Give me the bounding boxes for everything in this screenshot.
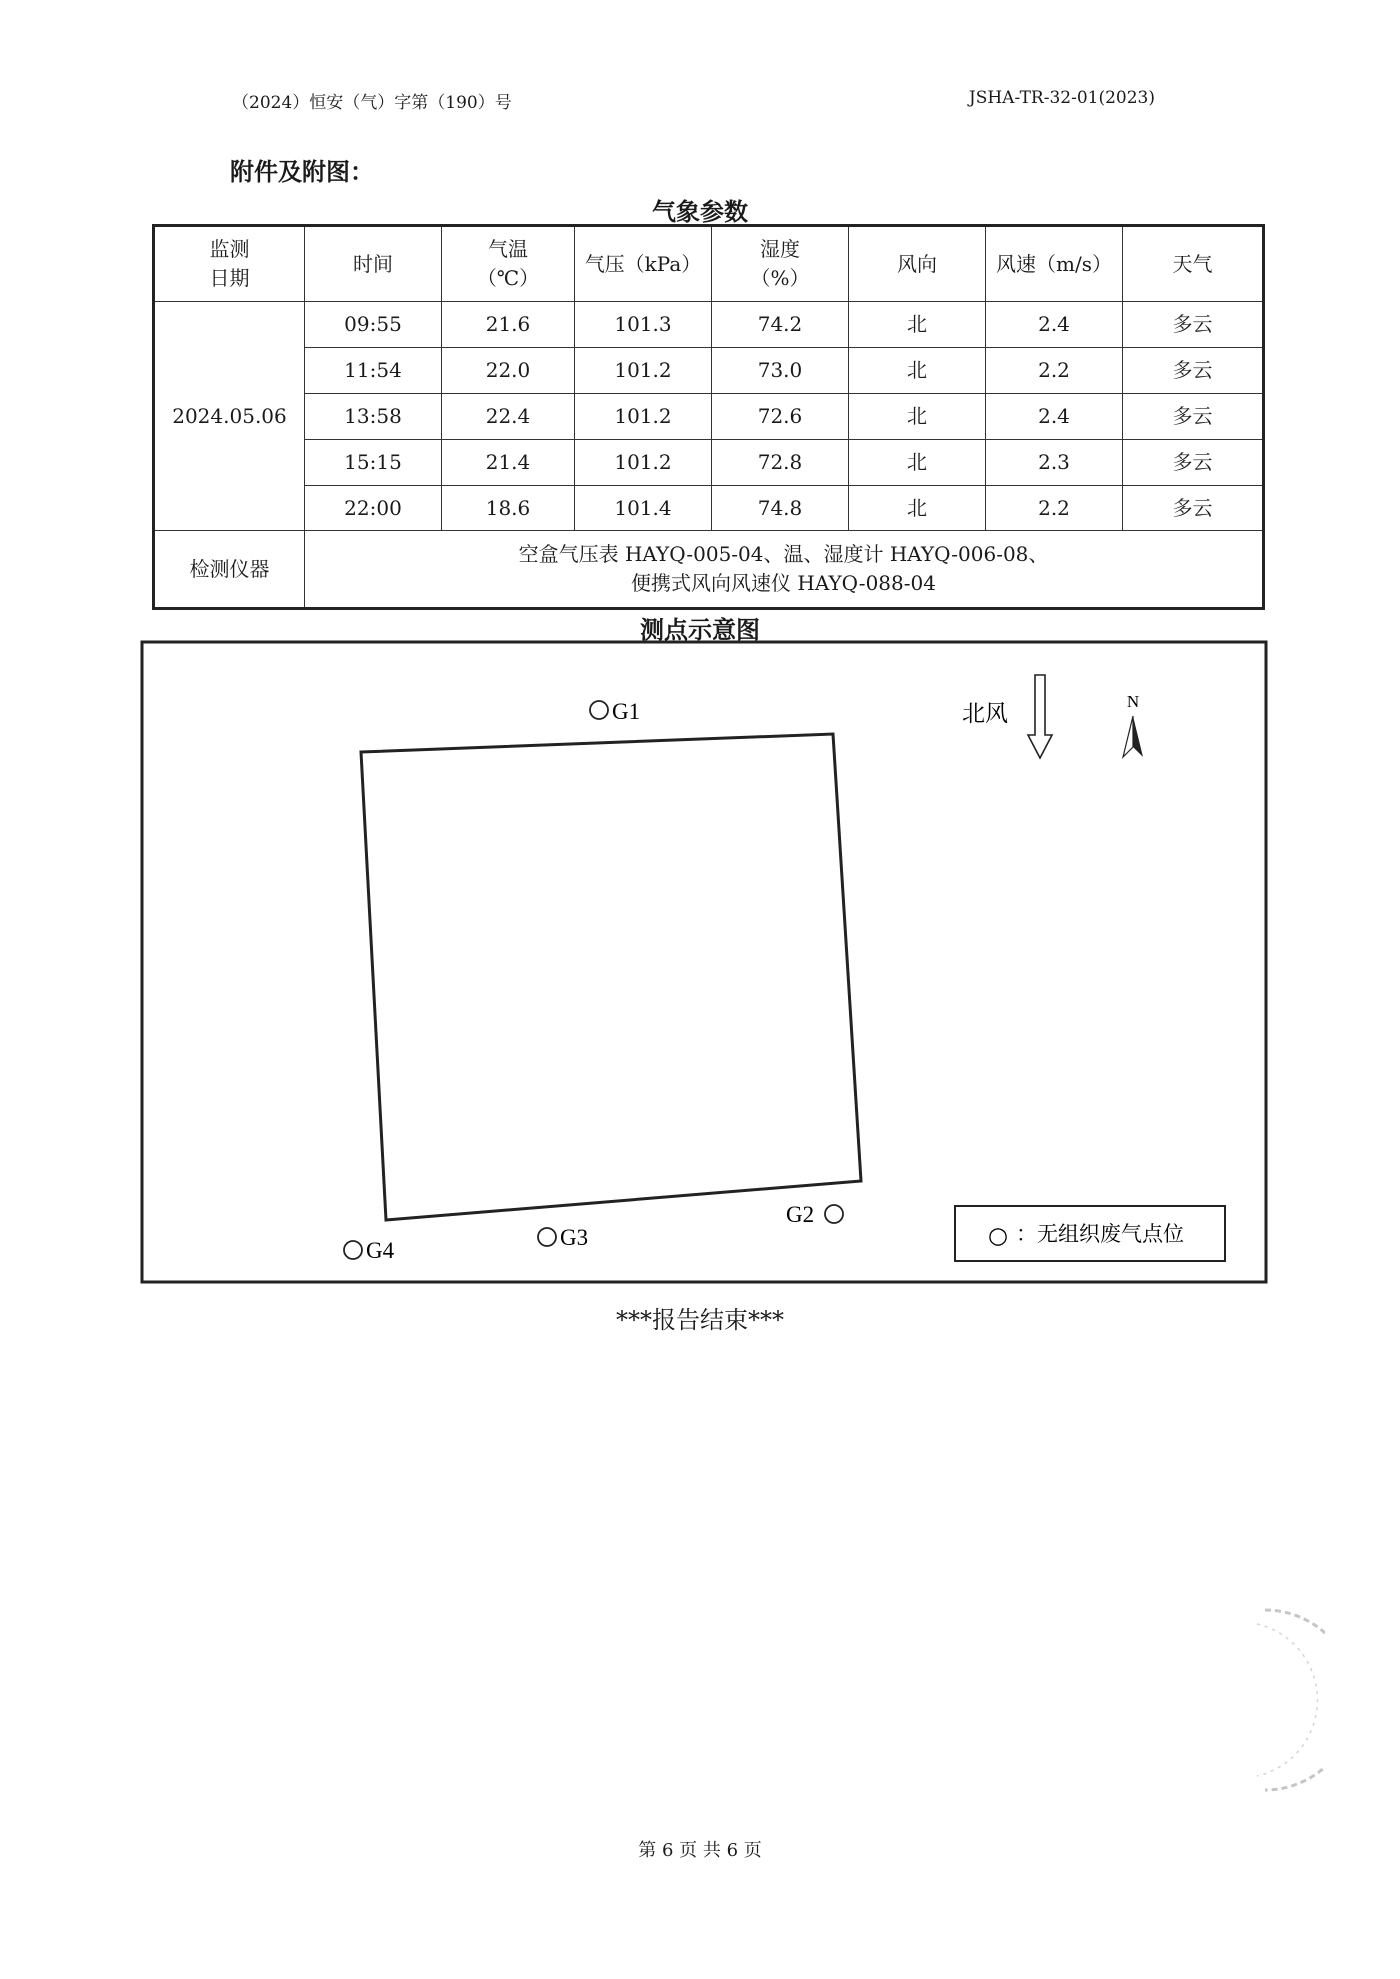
cell-wind-direction: 北 (849, 393, 986, 439)
meteorological-table (152, 224, 1265, 610)
cell-wind-speed: 2.2 (986, 485, 1123, 531)
arrow-down-icon (1028, 675, 1052, 758)
monitoring-point-g2 (786, 1202, 843, 1227)
table-row (154, 439, 1264, 485)
cell-weather: 多云 (1123, 347, 1264, 393)
cell-humidity: 74.2 (712, 302, 849, 348)
cell-weather: 多云 (1123, 439, 1264, 485)
point-circle-icon (538, 1228, 556, 1246)
cell-time: 15:15 (305, 439, 442, 485)
legend (955, 1206, 1225, 1261)
diagram-title: 测点示意图 (640, 616, 760, 644)
cell-wind-direction: 北 (849, 347, 986, 393)
cell-humidity: 74.8 (712, 485, 849, 531)
cell-wind-direction: 北 (849, 439, 986, 485)
north-label: N (1126, 692, 1140, 711)
table-title: 气象参数 (652, 198, 748, 226)
instrument-row (154, 531, 1264, 609)
monitoring-point-diagram (140, 640, 1270, 1290)
point-label: G2 (786, 1202, 815, 1227)
cell-humidity: 72.8 (712, 439, 849, 485)
monitoring-date: 2024.05.06 (154, 302, 305, 531)
header-wind-speed: 风速（m/s） (986, 226, 1123, 302)
cell-temperature: 21.6 (442, 302, 575, 348)
table-row (154, 393, 1264, 439)
legend-text: ：无组织废气点位 (1016, 1222, 1184, 1246)
monitoring-point-g4 (344, 1238, 395, 1263)
monitoring-point-g1 (590, 699, 640, 724)
form-code: JSHA-TR-32-01(2023) (968, 88, 1155, 108)
wind-direction-indicator (962, 675, 1052, 758)
cell-temperature: 22.0 (442, 347, 575, 393)
cell-temperature: 22.4 (442, 393, 575, 439)
header-wind-direction: 风向 (849, 226, 986, 302)
header-weather: 天气 (1123, 226, 1264, 302)
table-row (154, 485, 1264, 531)
table-header-row (154, 226, 1264, 302)
cell-wind-direction: 北 (849, 302, 986, 348)
north-arrow-icon (1133, 716, 1143, 757)
cell-pressure: 101.2 (575, 347, 712, 393)
cell-humidity: 72.6 (712, 393, 849, 439)
table-row (154, 347, 1264, 393)
cell-pressure: 101.4 (575, 485, 712, 531)
point-circle-icon (344, 1241, 362, 1259)
cell-pressure: 101.3 (575, 302, 712, 348)
instrument-label: 检测仪器 (154, 531, 305, 609)
document-number: （2024）恒安（气）字第（190）号 (232, 93, 512, 113)
cell-wind-speed: 2.4 (986, 302, 1123, 348)
legend-symbol: ○ (988, 1223, 1009, 1249)
page-footer: 第 6 页 共 6 页 (638, 1840, 762, 1861)
site-boundary (361, 734, 861, 1220)
wind-label: 北风 (962, 701, 1008, 727)
cell-pressure: 101.2 (575, 439, 712, 485)
header-pressure: 气压（kPa） (575, 226, 712, 302)
header-time: 时间 (305, 226, 442, 302)
report-end-text: ***报告结束*** (616, 1306, 784, 1334)
point-circle-icon (590, 701, 608, 719)
table-row (154, 302, 1264, 348)
point-label: G1 (612, 699, 641, 724)
cell-time: 13:58 (305, 393, 442, 439)
header-date: 监测 日期 (154, 226, 305, 302)
cell-temperature: 18.6 (442, 485, 575, 531)
north-indicator (1123, 692, 1143, 757)
attachment-title: 附件及附图： (230, 158, 374, 186)
cell-time: 11:54 (305, 347, 442, 393)
point-label: G4 (366, 1238, 395, 1263)
cell-pressure: 101.2 (575, 393, 712, 439)
seal-stamp (1205, 1600, 1325, 1800)
instrument-list: 空盒气压表 HAYQ-005-04、温、湿度计 HAYQ-006-08、 便携式风向风速仪 HAYQ-088-04 (305, 531, 1264, 609)
header-humidity: 湿度 （%） (712, 226, 849, 302)
point-circle-icon (825, 1205, 843, 1223)
point-label: G3 (560, 1225, 589, 1250)
cell-wind-speed: 2.3 (986, 439, 1123, 485)
cell-weather: 多云 (1123, 393, 1264, 439)
cell-weather: 多云 (1123, 302, 1264, 348)
cell-humidity: 73.0 (712, 347, 849, 393)
cell-wind-speed: 2.2 (986, 347, 1123, 393)
cell-wind-speed: 2.4 (986, 393, 1123, 439)
cell-time: 22:00 (305, 485, 442, 531)
cell-time: 09:55 (305, 302, 442, 348)
monitoring-point-g3 (538, 1225, 588, 1250)
cell-temperature: 21.4 (442, 439, 575, 485)
header-temperature: 气温 （℃） (442, 226, 575, 302)
cell-weather: 多云 (1123, 485, 1264, 531)
cell-wind-direction: 北 (849, 485, 986, 531)
